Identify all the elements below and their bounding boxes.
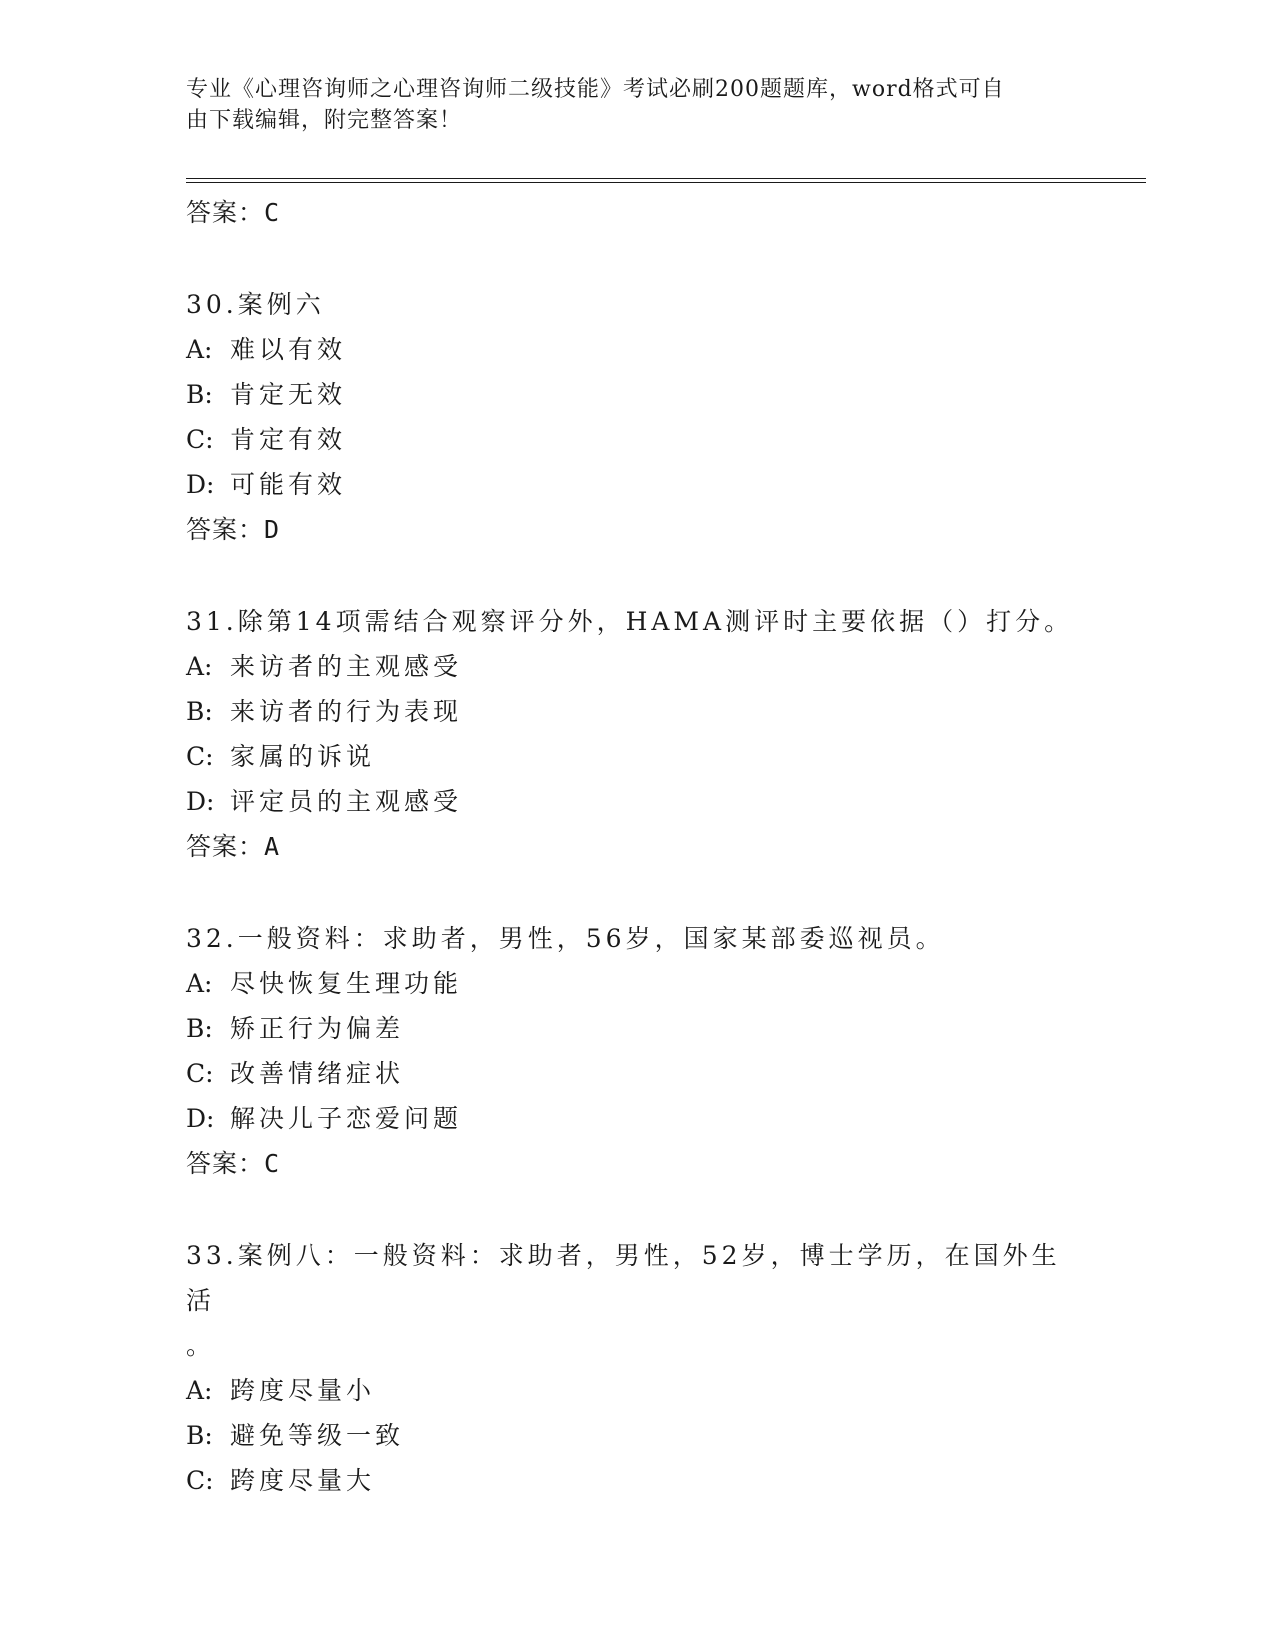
option-d	[186, 462, 1086, 507]
option-text: 来访者的行为表现	[230, 697, 463, 726]
question-stem: 33.案例八：一般资料：求助者，男性，52岁，博士学历，在国外生活	[186, 1241, 1061, 1315]
answer-line	[186, 1141, 1086, 1186]
spacer	[186, 552, 1086, 599]
answer-line	[186, 190, 1086, 235]
option-d	[186, 1096, 1086, 1141]
question-block	[186, 282, 1086, 552]
option-c	[186, 417, 1086, 462]
option-text: 可能有效	[230, 470, 347, 499]
option-text: 矫正行为偏差	[230, 1014, 405, 1043]
answer-key: A	[264, 832, 281, 861]
option-a	[186, 327, 1086, 372]
option-letter: A:	[186, 969, 213, 998]
option-text: 解决儿子恋爱问题	[230, 1104, 463, 1133]
option-letter: C:	[186, 425, 214, 454]
question-block	[186, 599, 1086, 869]
header-line-2: 由下载编辑，附完整答案！	[186, 108, 463, 133]
question-list	[186, 190, 1086, 1503]
option-letter: C:	[186, 1466, 214, 1495]
option-a	[186, 1368, 1086, 1413]
option-text: 尽快恢复生理功能	[230, 969, 463, 998]
option-text: 家属的诉说	[230, 742, 376, 771]
option-letter: A:	[186, 652, 213, 681]
answer-label: 答案：	[186, 832, 265, 861]
option-letter: C:	[186, 1059, 214, 1088]
option-c	[186, 1051, 1086, 1096]
option-text: 避免等级一致	[230, 1421, 405, 1450]
spacer	[186, 869, 1086, 916]
question-block	[186, 1233, 1086, 1503]
option-text: 改善情绪症状	[230, 1059, 405, 1088]
answer-label: 答案：	[186, 198, 265, 227]
header-divider-bottom	[186, 182, 1146, 183]
question-stem: 30.案例六	[186, 290, 325, 319]
option-letter: D:	[186, 470, 215, 499]
option-a	[186, 644, 1086, 689]
option-b	[186, 689, 1086, 734]
document-header	[186, 74, 1066, 136]
answer-key: C	[264, 1149, 281, 1178]
option-c	[186, 734, 1086, 779]
header-divider-top	[186, 178, 1146, 179]
spacer	[186, 235, 1086, 282]
option-a	[186, 961, 1086, 1006]
option-letter: A:	[186, 1376, 213, 1405]
answer-key: C	[264, 198, 281, 227]
option-letter: C:	[186, 742, 214, 771]
option-letter: A:	[186, 335, 213, 364]
header-line-1: 专业《心理咨询师之心理咨询师二级技能》考试必刷200题题库，word格式可自	[186, 77, 1005, 102]
option-text: 跨度尽量小	[230, 1376, 376, 1405]
option-text: 肯定有效	[230, 425, 347, 454]
option-c	[186, 1458, 1086, 1503]
option-text: 评定员的主观感受	[230, 787, 463, 816]
option-text: 肯定无效	[230, 380, 347, 409]
option-text: 跨度尽量大	[230, 1466, 376, 1495]
option-text: 难以有效	[230, 335, 347, 364]
option-letter: D:	[186, 1104, 215, 1133]
spacer	[186, 1186, 1086, 1233]
option-letter: B:	[186, 1014, 213, 1043]
answer-line	[186, 824, 1086, 869]
option-b	[186, 372, 1086, 417]
option-letter: B:	[186, 1421, 213, 1450]
question-stem: 32.一般资料：求助者，男性，56岁，国家某部委巡视员。	[186, 924, 945, 953]
option-letter: B:	[186, 697, 213, 726]
answer-label: 答案：	[186, 515, 265, 544]
answer-key: D	[264, 515, 281, 544]
question-stem-continuation: 。	[186, 1331, 216, 1360]
option-letter: B:	[186, 380, 213, 409]
option-d	[186, 779, 1086, 824]
option-text: 来访者的主观感受	[230, 652, 463, 681]
answer-line	[186, 507, 1086, 552]
option-b	[186, 1413, 1086, 1458]
option-letter: D:	[186, 787, 215, 816]
question-block	[186, 916, 1086, 1186]
answer-label: 答案：	[186, 1149, 265, 1178]
option-b	[186, 1006, 1086, 1051]
question-stem: 31.除第14项需结合观察评分外，HAMA测评时主要依据（）打分。	[186, 607, 1074, 636]
